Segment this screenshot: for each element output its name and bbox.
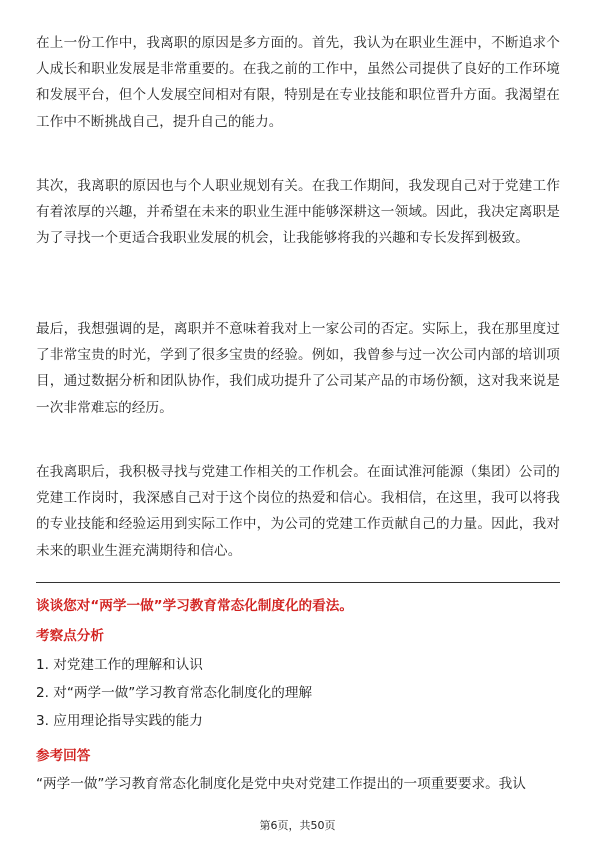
analysis-heading: 考察点分析 bbox=[36, 628, 104, 644]
paragraph-3: 最后，我想强调的是，离职并不意味着我对上一家公司的否定。实际上，我在那里度过了非常宝贵的时光，学到了很多宝贵的经验。例如，我曾参与过一次公司内部的培训项目，通过数据分析和团队协作，我们成功提升了公司某产品的市场份额，这对我来说是一次非常难忘的经历。 bbox=[36, 321, 560, 416]
analysis-points-list bbox=[36, 651, 312, 735]
answer-text: “两学一做”学习教育常态化制度化是党中央对党建工作提出的一项重要要求。我认 bbox=[36, 776, 526, 792]
section-divider bbox=[36, 582, 560, 583]
paragraph-1: 在上一份工作中，我离职的原因是多方面的。首先，我认为在职业生涯中，不断追求个人成长和职业发展是非常重要的。在我之前的工作中，虽然公司提供了良好的工作环境和发展平台，但个人发展空间相对有限，特别是在专业技能和职位晋升方面。我渴望在工作中不断挑战自己，提升自己的能力。 bbox=[36, 35, 560, 130]
analysis-point: 1. 对党建工作的理解和认识 bbox=[36, 657, 203, 673]
answer-heading: 参考回答 bbox=[36, 748, 91, 764]
analysis-point: 2. 对“两学一做”学习教育常态化制度化的理解 bbox=[36, 685, 313, 701]
paragraph-4: 在我离职后，我积极寻找与党建工作相关的工作机会。在面试淮河能源（集团）公司的党建工作岗时，我深感自己对于这个岗位的热爱和信心。我相信，在这里，我可以将我的专业技能和经验运用到实际工作中，为公司的党建工作贡献自己的力量。因此，我对未来的职业生涯充满期待和信心。 bbox=[36, 464, 560, 559]
paragraph-2: 其次，我离职的原因也与个人职业规划有关。在我工作期间，我发现自己对于党建工作有着浓厚的兴趣，并希望在未来的职业生涯中能够深耕这一领域。因此，我决定离职是为了寻找一个更适合我职业发展的机会，让我能够将我的兴趣和专长发挥到极致。 bbox=[36, 178, 560, 247]
interview-question: 谈谈您对“两学一做”学习教育常态化制度化的看法。 bbox=[36, 598, 353, 614]
page-number: 第6页，共50页 bbox=[259, 819, 336, 832]
analysis-point: 3. 应用理论指导实践的能力 bbox=[36, 713, 203, 729]
